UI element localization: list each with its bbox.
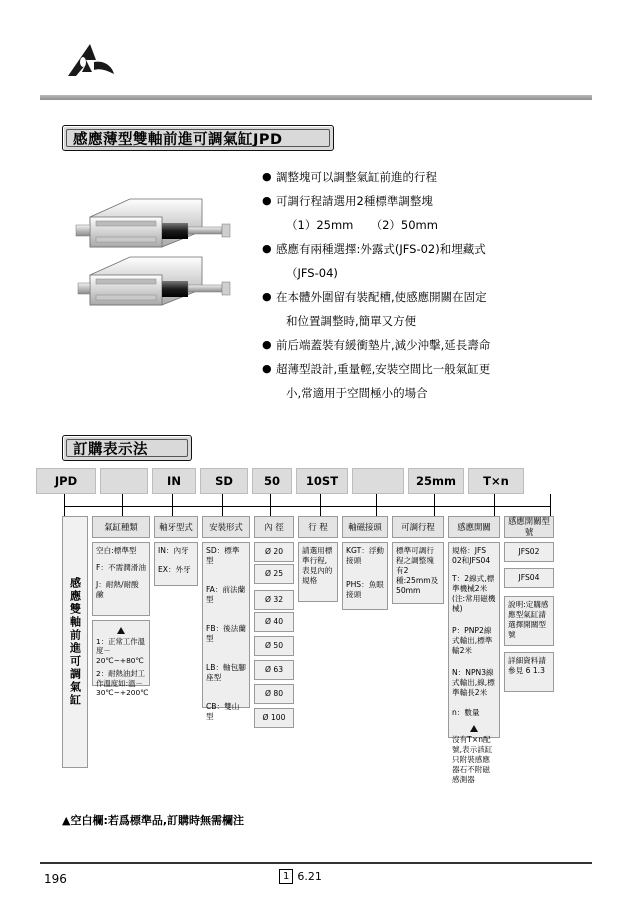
cell-bore-63: Ø 63 <box>254 660 294 680</box>
warning-triangle-icon <box>470 725 478 732</box>
cell-bore-80: Ø 80 <box>254 684 294 704</box>
column-label-bore: 內 徑 <box>254 516 294 538</box>
footer-divider <box>40 862 592 864</box>
footer-section: 6.21 <box>297 870 322 883</box>
column-label-adjust: 可調行程 <box>392 516 444 538</box>
bullet-icon: ● <box>262 194 272 207</box>
cell-cylinder-type-warning: 1：正常工作溫度－20℃~+80℃ 2：耐熱油封工作溫度如:溫－30℃~+200℃ <box>92 620 150 686</box>
cell-bore-50: Ø 50 <box>254 636 294 656</box>
column-label-cylinder-type: 氣缸種類 <box>92 516 150 538</box>
cell-adjust-block: 標準可調行程之調整塊有2種:25mm及50mm <box>392 542 444 604</box>
list-item: ● 前后端蓋裝有緩衝墊片,減少沖擊,延長壽命 <box>262 333 582 357</box>
cell-stroke: 請選用標準行程,表見內的規格 <box>298 542 338 602</box>
page-title: 感應薄型雙軸前進可調氣缸JPD <box>73 131 283 148</box>
feature-list <box>262 165 582 405</box>
list-item: ● 超薄型設計,重量輕,安裝空間比一般氣缸更 <box>262 357 582 381</box>
company-logo <box>62 40 122 84</box>
code-cell-joint <box>352 468 404 494</box>
page-number: 196 <box>44 872 67 886</box>
product-illustration <box>70 185 260 315</box>
ordering-code-table <box>36 468 594 798</box>
footer-chapter-box: 1 <box>279 869 293 884</box>
cell-cylinder-type: 空白:標準型 F：不需潤滑油 J：耐熱/耐酸鹼 <box>92 542 150 616</box>
bullet-icon: ● <box>262 170 272 183</box>
cell-thread-type: IN：內牙 EX：外牙 <box>154 542 198 586</box>
cell-bore-25: Ø 25 <box>254 564 294 584</box>
code-cell-blank <box>100 468 148 494</box>
list-item: ● 感應有兩種選擇:外露式(JFS-02)和埋藏式 <box>262 237 582 261</box>
code-cell-sensor: T×n <box>468 468 524 494</box>
list-item: ● 可調行程請選用2種標準調整塊 <box>262 189 582 213</box>
bullet-icon: ● <box>262 362 272 375</box>
cell-sensor: 規格：JFS 02和JFS04 T：2線式,標準機械2米(注:常用磁機械) P：PNP2線式輸出,標準輸2米 N：NPN3線式輸出,線,標準輸長2米 n：數量 沒有T×n配號,表示該缸只附裝感應器石不附磁感測器 <box>448 542 500 738</box>
header-divider <box>40 95 592 100</box>
cell-bore-40: Ø 40 <box>254 612 294 632</box>
list-item: ● 調整塊可以調整氣缸前進的行程 <box>262 165 582 189</box>
cell-bore-20: Ø 20 <box>254 542 294 562</box>
column-label-mount: 安裝形式 <box>202 516 250 538</box>
cell-mount-type: SD：標準型 FA：前法蘭型 FB：後法蘭型 LB：軸包腳座型 CB：雙山型 <box>202 542 250 708</box>
series-vertical-label: 感應雙軸前進可調氣缸 <box>62 516 88 768</box>
code-cell-mount: SD <box>200 468 248 494</box>
column-label-thread: 軸牙型式 <box>154 516 198 538</box>
bullet-icon: ● <box>262 242 272 255</box>
bullet-icon: ● <box>262 338 272 351</box>
section-title: 訂購表示法 <box>73 441 148 458</box>
column-label-sensor: 感應開關 <box>448 516 500 538</box>
list-item: （1）25mm （2）50mm <box>286 218 438 232</box>
code-cell-series: JPD <box>36 468 96 494</box>
cell-sensor-model-jfs04: JFS04 <box>504 568 554 588</box>
cell-sensor-model-note: 說明:定購感應型氣缸請選擇開關型號 <box>504 596 554 646</box>
list-item: ● 在本體外圍留有裝配槽,使感應開關在固定 <box>262 285 582 309</box>
code-cell-adjust: 25mm <box>408 468 464 494</box>
code-cell-stroke: 10ST <box>296 468 348 494</box>
product-title-bar <box>62 125 334 151</box>
cell-bore-100: Ø 100 <box>254 708 294 728</box>
cell-joint: KGT：浮動接頭 PHS：魚眼接頭 <box>342 542 388 610</box>
warning-triangle-icon <box>117 627 125 634</box>
list-item: （JFS-04) <box>286 266 338 280</box>
code-cell-thread: IN <box>152 468 196 494</box>
list-item: 和位置調整時,簡單又方便 <box>286 314 417 328</box>
code-cell-bore: 50 <box>252 468 292 494</box>
cell-sensor-model-ref: 詳細資料請參見 6 1.3 <box>504 652 554 692</box>
column-label-joint: 軸磁接頭 <box>342 516 388 538</box>
order-title-bar <box>62 435 192 461</box>
footnote: ▲空白欄:若爲標準品,訂購時無需欄注 <box>62 814 245 827</box>
column-label-stroke: 行 程 <box>298 516 338 538</box>
cell-sensor-model-jfs02: JFS02 <box>504 542 554 562</box>
bullet-icon: ● <box>262 290 272 303</box>
column-label-sensor-model: 感應開關型號 <box>504 516 554 538</box>
cell-bore-32: Ø 32 <box>254 590 294 610</box>
list-item: 小,常適用于空間極小的場合 <box>286 386 428 400</box>
footer-reference <box>279 869 322 884</box>
